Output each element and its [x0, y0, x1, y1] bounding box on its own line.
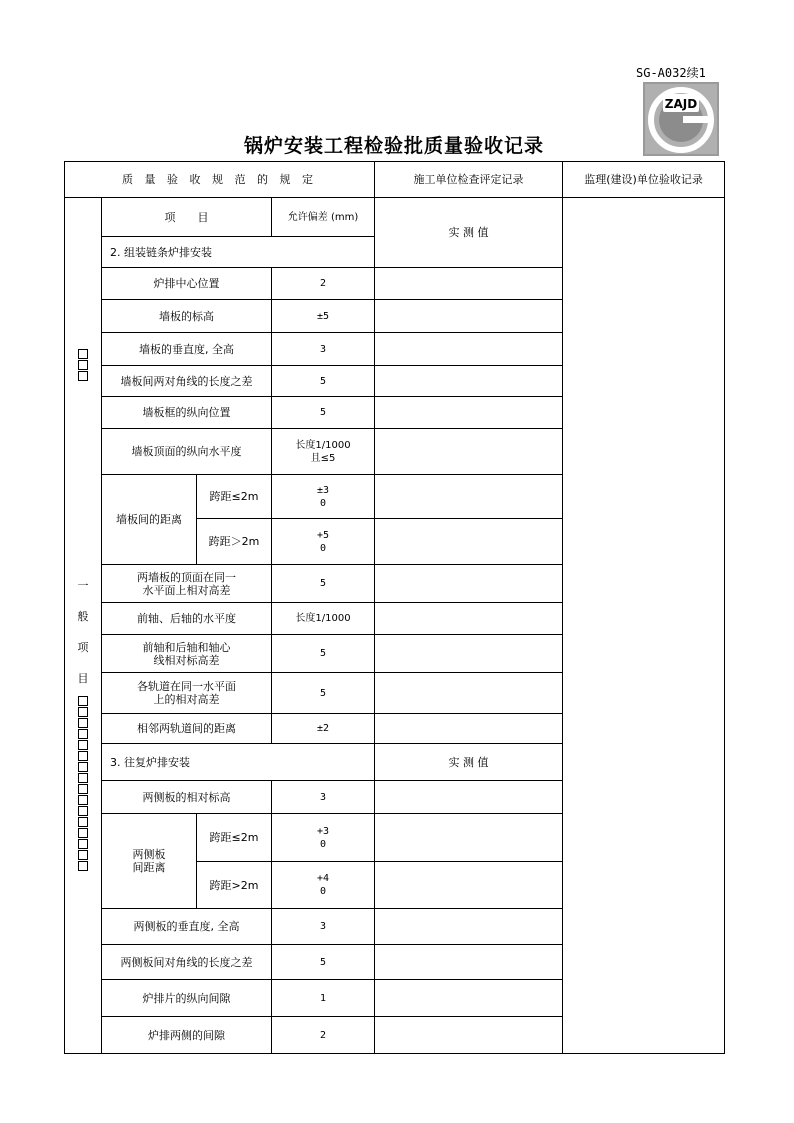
section-title: 3. 往复炉排安装 [102, 744, 375, 781]
item-label: 两侧板的垂直度, 全高 [102, 909, 272, 945]
item-label: 炉排片的纵向间隙 [102, 980, 272, 1017]
record-cell[interactable] [375, 475, 563, 519]
tolerance-value: 3 [272, 909, 375, 945]
tolerance-line: 且≤5 [310, 452, 336, 464]
measured-header: 实 测 值 [375, 198, 563, 268]
record-cell[interactable] [375, 781, 563, 814]
tolerance-value [272, 862, 375, 909]
checkbox[interactable] [78, 784, 88, 794]
checkbox[interactable] [78, 349, 88, 359]
sub-item-label: 跨距>2m [197, 862, 272, 909]
checkbox[interactable] [78, 762, 88, 772]
checkbox[interactable] [78, 729, 88, 739]
category-column [65, 198, 102, 1054]
item-label: 墙板顶面的纵向水平度 [102, 429, 272, 475]
tolerance-value: 2 [272, 268, 375, 300]
checkbox[interactable] [78, 817, 88, 827]
record-cell[interactable] [375, 1017, 563, 1054]
header-contractor: 施工单位检查评定记录 [375, 162, 563, 198]
checkbox[interactable] [78, 839, 88, 849]
checkbox[interactable] [78, 795, 88, 805]
inspection-form [64, 161, 724, 1054]
tolerance-value: 5 [272, 397, 375, 429]
item-line: 各轨道在同一水平面 [137, 680, 236, 693]
checkbox[interactable] [78, 371, 88, 381]
section-title: 2. 组装链条炉排安装 [102, 237, 375, 268]
tolerance-value: 1 [272, 980, 375, 1017]
tolerance-value: 5 [272, 673, 375, 714]
record-cell[interactable] [375, 980, 563, 1017]
tolerance-line: +3 [317, 825, 330, 837]
item-label: 两侧板的相对标高 [102, 781, 272, 814]
record-cell[interactable] [375, 565, 563, 603]
item-label: 墙板间的距离 [102, 475, 197, 565]
tolerance-line: 0 [320, 542, 327, 554]
tolerance-value: ±2 [272, 714, 375, 744]
checkbox[interactable] [78, 751, 88, 761]
checkbox[interactable] [78, 360, 88, 370]
record-cell[interactable] [375, 909, 563, 945]
item-label: 墙板间两对角线的长度之差 [102, 366, 272, 397]
header-spec: 质 量 验 收 规 范 的 规 定 [65, 162, 375, 198]
tolerance-value [272, 475, 375, 519]
tolerance-line: +5 [317, 529, 330, 541]
record-cell[interactable] [375, 945, 563, 980]
tolerance-value: 2 [272, 1017, 375, 1054]
checkbox[interactable] [78, 861, 88, 871]
item-label [102, 635, 272, 673]
tolerance-value: 5 [272, 366, 375, 397]
record-cell[interactable] [375, 814, 563, 862]
item-line: 间距离 [132, 861, 166, 874]
tolerance-line: ±3 [317, 484, 330, 496]
tolerance-line: +4 [317, 873, 330, 884]
record-cell[interactable] [375, 333, 563, 366]
checkbox[interactable] [78, 740, 88, 750]
item-label: 炉排中心位置 [102, 268, 272, 300]
record-cell[interactable] [375, 366, 563, 397]
category-char: 项 [77, 641, 89, 654]
record-cell[interactable] [375, 714, 563, 744]
item-label: 前轴、后轴的水平度 [102, 603, 272, 635]
record-cell[interactable] [375, 397, 563, 429]
record-cell[interactable] [375, 429, 563, 475]
checkbox[interactable] [78, 718, 88, 728]
checkbox[interactable] [78, 696, 88, 706]
item-header: 项 目 [102, 198, 272, 237]
tolerance-line: 0 [320, 886, 327, 897]
tolerance-line: 长度1/1000 [295, 439, 351, 451]
document-title: 锅炉安装工程检验批质量验收记录 [243, 135, 544, 157]
record-cell[interactable] [375, 635, 563, 673]
record-cell[interactable] [375, 268, 563, 300]
item-label: 墙板框的纵向位置 [102, 397, 272, 429]
tolerance-line: 0 [320, 838, 327, 850]
tolerance-value: 5 [272, 565, 375, 603]
measured-header: 实 测 值 [375, 744, 563, 781]
item-label [102, 814, 197, 909]
tolerance-value [272, 814, 375, 862]
sub-item-label: 跨距≤2m [197, 475, 272, 519]
category-char: 般 [77, 610, 89, 623]
tolerance-value [272, 429, 375, 475]
sub-item-label: 跨距≤2m [197, 814, 272, 862]
checkbox[interactable] [78, 806, 88, 816]
checkbox[interactable] [78, 773, 88, 783]
tolerance-value: 长度1/1000 [272, 603, 375, 635]
record-cell[interactable] [375, 673, 563, 714]
item-line: 水平面上相对高差 [142, 583, 231, 597]
record-cell[interactable] [375, 862, 563, 909]
item-line: 线相对标高差 [153, 653, 220, 667]
tolerance-value [272, 519, 375, 565]
sub-item-label: 跨距＞2m [197, 519, 272, 565]
record-cell[interactable] [375, 300, 563, 333]
item-label: 相邻两轨道间的距离 [102, 714, 272, 744]
item-label: 两侧板间对角线的长度之差 [102, 945, 272, 980]
checkbox[interactable] [78, 850, 88, 860]
record-cell[interactable] [375, 519, 563, 565]
item-line: 两墙板的顶面在同一 [137, 570, 236, 584]
item-line: 两侧板 [132, 848, 166, 861]
item-line: 上的相对高差 [153, 693, 220, 706]
tolerance-value: 5 [272, 635, 375, 673]
record-cell[interactable] [375, 603, 563, 635]
checkbox[interactable] [78, 707, 88, 717]
form-code: SG-A032续1 [636, 66, 706, 80]
tolerance-header: 允许偏差 (mm) [272, 198, 375, 237]
supervisor-record-cell[interactable] [563, 198, 725, 1054]
svg-text:ZAJD: ZAJD [664, 97, 698, 111]
tolerance-value: ±5 [272, 300, 375, 333]
header-supervisor: 监理(建设)单位验收记录 [563, 162, 725, 198]
tolerance-value: 3 [272, 333, 375, 366]
category-char: 目 [77, 672, 89, 685]
tolerance-line: 0 [320, 497, 327, 509]
item-label: 墙板的标高 [102, 300, 272, 333]
tolerance-value: 5 [272, 945, 375, 980]
item-label [102, 565, 272, 603]
item-line: 前轴和后轴和轴心 [142, 640, 231, 654]
item-label: 墙板的垂直度, 全高 [102, 333, 272, 366]
category-char: 一 [77, 579, 89, 592]
checkbox[interactable] [78, 828, 88, 838]
tolerance-value: 3 [272, 781, 375, 814]
item-label: 炉排两侧的间隙 [102, 1017, 272, 1054]
item-label [102, 673, 272, 714]
